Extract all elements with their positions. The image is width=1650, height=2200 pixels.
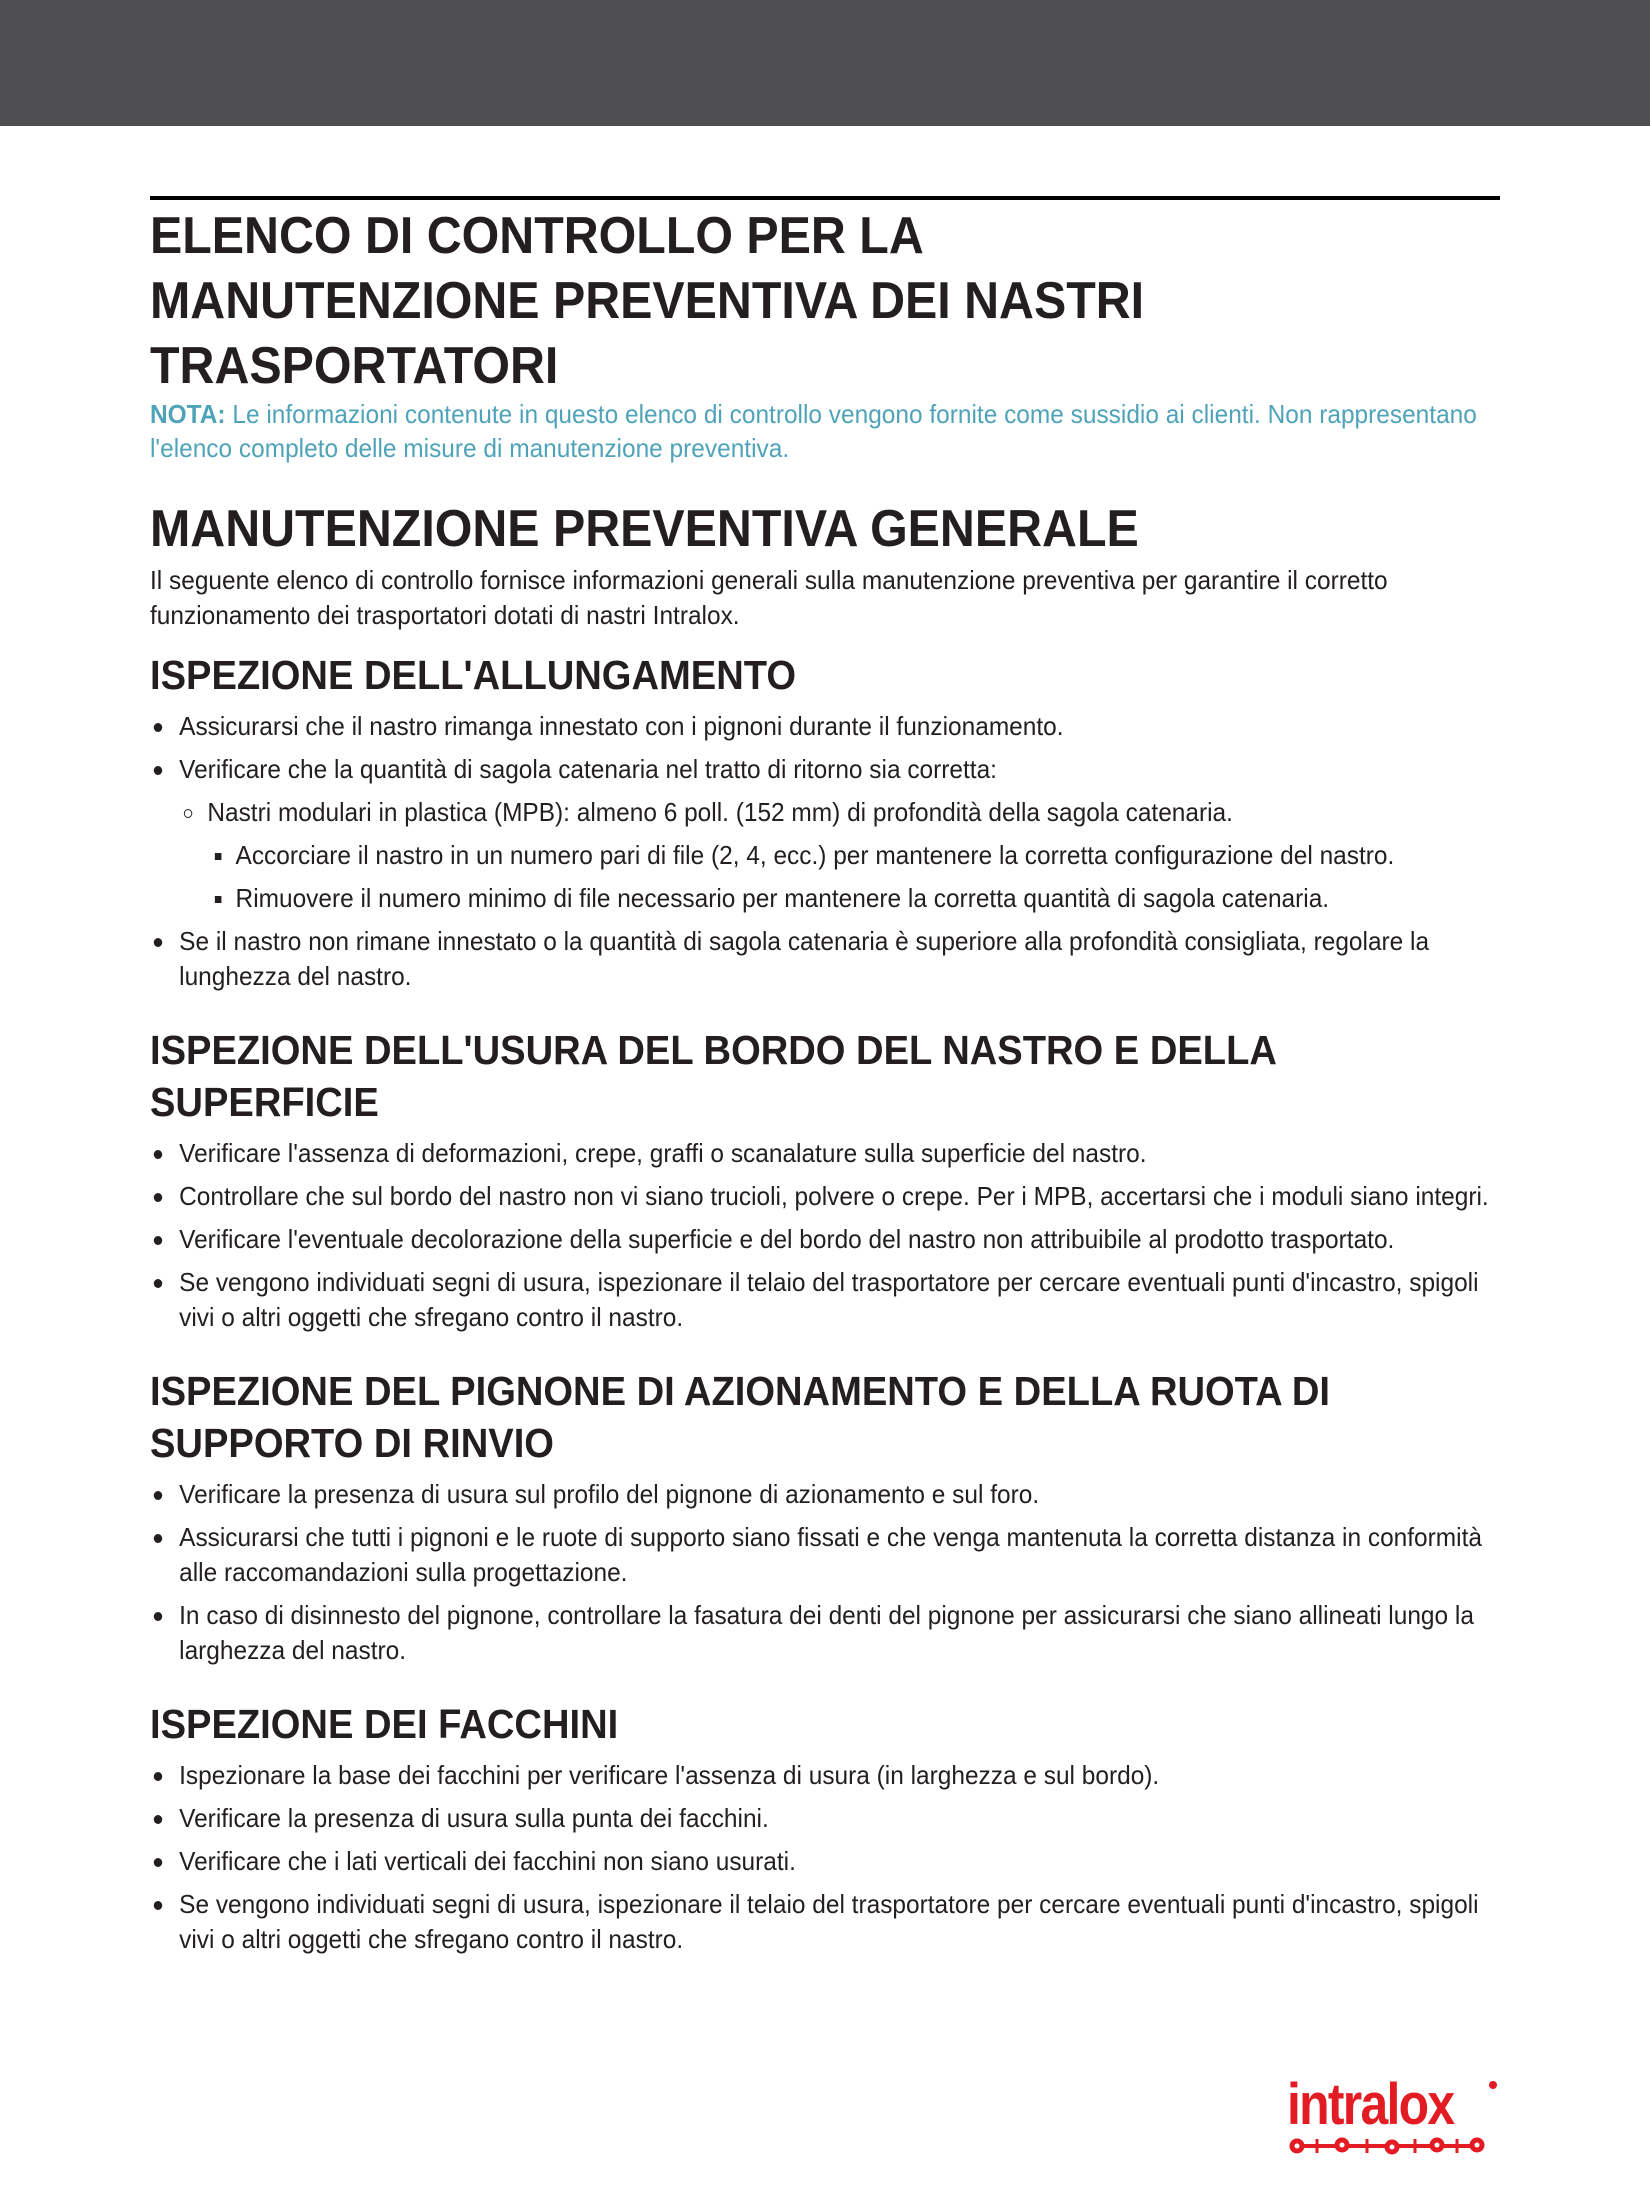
list-item: Se vengono individuati segni di usura, ispezionare il telaio del trasportatore per cercare eventuali punti d'incastro, spigoli vivi o altri oggetti che sfregano contro il nastro. (150, 1887, 1504, 1957)
title-rule (150, 196, 1500, 200)
logo-wordmark: intralox (1287, 2072, 1454, 2137)
bullet-dot-icon (154, 1491, 162, 1500)
general-intro: Il seguente elenco di controllo fornisce informazioni generali sulla manutenzione preventiva per garantire il corretto funzionamento dei trasportatori dotati di nastri Intralox. (150, 565, 1388, 630)
bullet-dot-icon (154, 1815, 162, 1824)
bullet-dot-icon (154, 1858, 162, 1867)
title-line: TRASPORTATORI (150, 337, 559, 395)
section-edge-surface-wear (150, 1024, 1500, 1335)
bullet-square-icon (215, 853, 222, 860)
bullet-dot-icon (154, 1150, 162, 1159)
section-heading: ISPEZIONE DEI FACCHINI (150, 1701, 619, 1747)
title-line: MANUTENZIONE PREVENTIVA DEI NASTRI (150, 272, 1145, 330)
bullet-dot-icon (154, 723, 162, 732)
bullet-dot-icon (154, 766, 162, 775)
bullet-dot-icon (154, 1236, 162, 1245)
note-label: NOTA: (150, 399, 226, 429)
list-item: Assicurarsi che tutti i pignoni e le ruote di supporto siano fissati e che venga mantenuta la corretta distanza in conformità alle raccomandazioni sulla progettazione. (150, 1520, 1504, 1590)
note-text: Le informazioni contenute in questo elenco di controllo vengono fornite come sussidio ai clienti. Non rappresentano l'elenco completo delle misure di manutenzione preventiva. (150, 399, 1477, 463)
section-heading: ISPEZIONE DELL'USURA DEL BORDO DEL NASTRO E DELLA SUPERFICIE (150, 1027, 1276, 1125)
checklist (150, 1758, 1500, 1957)
list-item: Verificare la presenza di usura sul profilo del pignone di azionamento e sul foro. (150, 1477, 1504, 1512)
bullet-dot-icon (154, 1193, 162, 1202)
checklist (150, 1136, 1500, 1335)
list-item: Controllare che sul bordo del nastro non vi siano trucioli, polvere o crepe. Per i MPB, accertarsi che i moduli siano integri. (150, 1179, 1504, 1214)
general-heading: MANUTENZIONE PREVENTIVA GENERALE (150, 500, 1139, 558)
list-item: Verificare che la quantità di sagola catenaria nel tratto di ritorno sia corretta: (150, 752, 1504, 787)
list-item: Se vengono individuati segni di usura, ispezionare il telaio del trasportatore per cercare eventuali punti d'incastro, spigoli vivi o altri oggetti che sfregano contro il nastro. (150, 1265, 1504, 1335)
intralox-logo (1287, 2072, 1497, 2159)
bullet-circle-icon (184, 809, 192, 818)
section-sprocket-support-wheel (150, 1365, 1500, 1668)
list-item: Assicurarsi che il nastro rimanga innestato con i pignoni durante il funzionamento. (150, 709, 1504, 744)
intralox-chain-logo-icon (1287, 2133, 1487, 2157)
checklist (150, 709, 1500, 994)
section-heading: ISPEZIONE DEL PIGNONE DI AZIONAMENTO E DELLA RUOTA DI SUPPORTO DI RINVIO (150, 1368, 1330, 1466)
bullet-dot-icon (154, 1612, 162, 1621)
title-line: ELENCO DI CONTROLLO PER LA (150, 207, 924, 265)
section-flights (150, 1698, 1500, 1957)
list-item: Ispezionare la base dei facchini per verificare l'assenza di usura (in larghezza e sul bordo). (150, 1758, 1504, 1793)
list-item: Se il nastro non rimane innestato o la quantità di sagola catenaria è superiore alla profondità consigliata, regolare la lunghezza del nastro. (150, 924, 1504, 994)
list-subitem: Nastri modulari in plastica (MPB): almeno 6 poll. (152 mm) di profondità della sagola catenaria. (150, 795, 1504, 830)
header-band (0, 0, 1650, 126)
list-item: Verificare che i lati verticali dei facchini non siano usurati. (150, 1844, 1504, 1879)
bullet-dot-icon (154, 1279, 162, 1288)
list-item: In caso di disinnesto del pignone, controllare la fasatura dei denti del pignone per assicurarsi che siano allineati lungo la larghezza del nastro. (150, 1598, 1504, 1668)
list-subsubitem: Rimuovere il numero minimo di file necessario per mantenere la corretta quantità di sagola catenaria. (150, 881, 1504, 916)
document-body (150, 196, 1500, 1957)
bullet-dot-icon (154, 1772, 162, 1781)
bullet-square-icon (215, 896, 222, 903)
section-elongation (150, 649, 1500, 994)
list-item: Verificare l'assenza di deformazioni, crepe, graffi o scanalature sulla superficie del nastro. (150, 1136, 1504, 1171)
bullet-dot-icon (154, 1901, 162, 1910)
section-heading: ISPEZIONE DELL'ALLUNGAMENTO (150, 652, 797, 698)
document-title (150, 204, 1499, 399)
registered-mark-icon (1489, 2081, 1497, 2089)
checklist (150, 1477, 1500, 1668)
list-item: Verificare la presenza di usura sulla punta dei facchini. (150, 1801, 1504, 1836)
list-item: Verificare l'eventuale decolorazione della superficie e del bordo del nastro non attribuibile al prodotto trasportato. (150, 1222, 1504, 1257)
note-paragraph (150, 397, 1504, 465)
bullet-dot-icon (154, 938, 162, 947)
bullet-dot-icon (154, 1534, 162, 1543)
list-subsubitem: Accorciare il nastro in un numero pari di file (2, 4, ecc.) per mantenere la corretta configurazione del nastro. (150, 838, 1504, 873)
